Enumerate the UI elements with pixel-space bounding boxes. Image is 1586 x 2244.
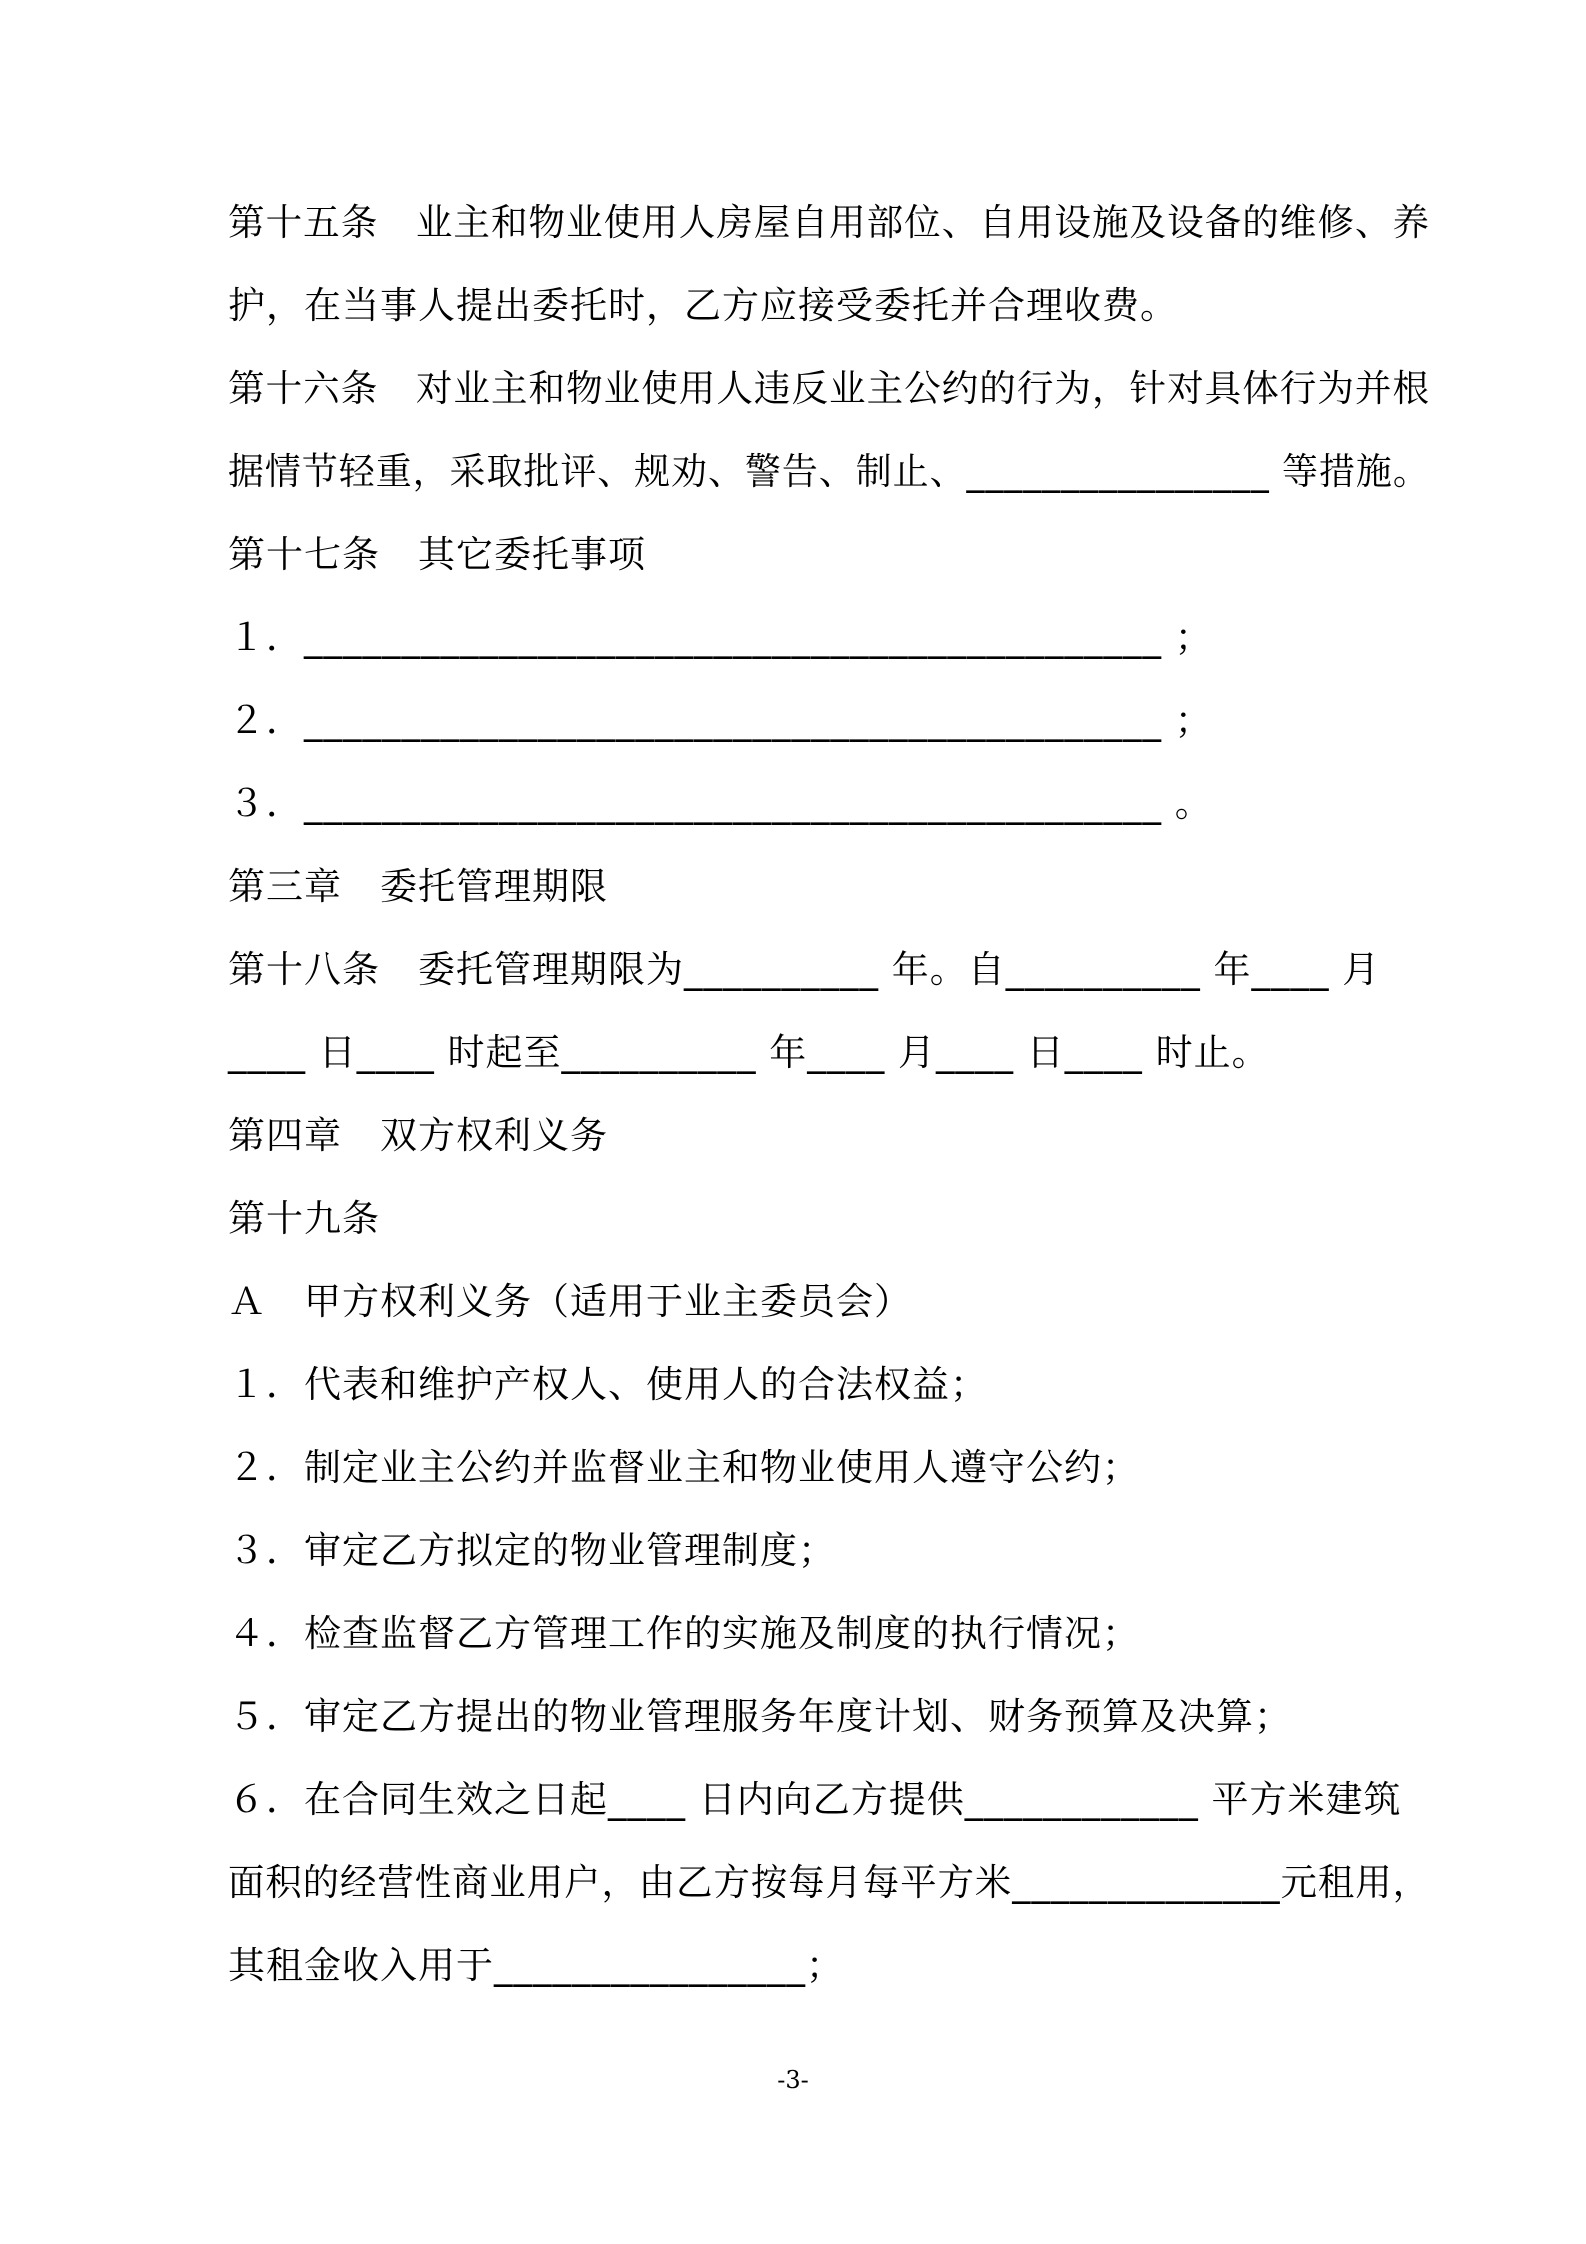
section-a-item-2: ２．制定业主公约并监督业主和物业使用人遵守公约； bbox=[228, 1446, 1140, 1489]
section-a-item-4: ４．检查监督乙方管理工作的实施及制度的执行情况； bbox=[228, 1612, 1140, 1655]
clause-17-item-2: ２．____________________________________________ ； bbox=[228, 699, 1213, 742]
section-a-item-5: ５．审定乙方提出的物业管理服务年度计划、财务预算及决算； bbox=[228, 1695, 1292, 1738]
clause-17-heading: 第十七条 其它委托事项 bbox=[228, 533, 646, 576]
clause-15-line-1: 第十五条 业主和物业使用人房屋自用部位、自用设施及设备的维修、养 bbox=[228, 201, 1431, 244]
clause-18-line-2: ____ 日____ 时起至__________ 年____ 月____ 日____ 时止。 bbox=[228, 1031, 1270, 1074]
section-a-item-6-line-2: 面积的经营性商业用户，由乙方按每月每平方米______________元租用， bbox=[228, 1861, 1430, 1904]
chapter-3-heading: 第三章 委托管理期限 bbox=[228, 865, 608, 908]
clause-17-item-3: ３．____________________________________________ 。 bbox=[228, 782, 1213, 825]
page-number: -3- bbox=[777, 2066, 809, 2094]
section-a-item-6-line-3: 其租金收入用于________________； bbox=[228, 1944, 844, 1987]
clause-17-item-1: １．____________________________________________ ； bbox=[228, 616, 1213, 659]
clause-19-heading: 第十九条 bbox=[228, 1197, 380, 1240]
clause-16-line-2: 据情节轻重，采取批评、规劝、警告、制止、________________ 等措施。 bbox=[228, 450, 1430, 493]
clause-18-line-1: 第十八条 委托管理期限为__________ 年。自__________ 年____ 月 bbox=[228, 948, 1381, 991]
section-a-heading: Ａ 甲方权利义务（适用于业主委员会） bbox=[228, 1280, 912, 1323]
clause-15-line-2: 护，在当事人提出委托时，乙方应接受委托并合理收费。 bbox=[228, 284, 1178, 327]
clause-16-line-1: 第十六条 对业主和物业使用人违反业主公约的行为，针对具体行为并根 bbox=[228, 367, 1431, 410]
chapter-4-heading: 第四章 双方权利义务 bbox=[228, 1114, 608, 1157]
section-a-item-6-line-1: ６．在合同生效之日起____ 日内向乙方提供____________ 平方米建筑 bbox=[228, 1778, 1402, 1821]
section-a-item-1: １．代表和维护产权人、使用人的合法权益； bbox=[228, 1363, 988, 1406]
section-a-item-3: ３．审定乙方拟定的物业管理制度； bbox=[228, 1529, 836, 1572]
